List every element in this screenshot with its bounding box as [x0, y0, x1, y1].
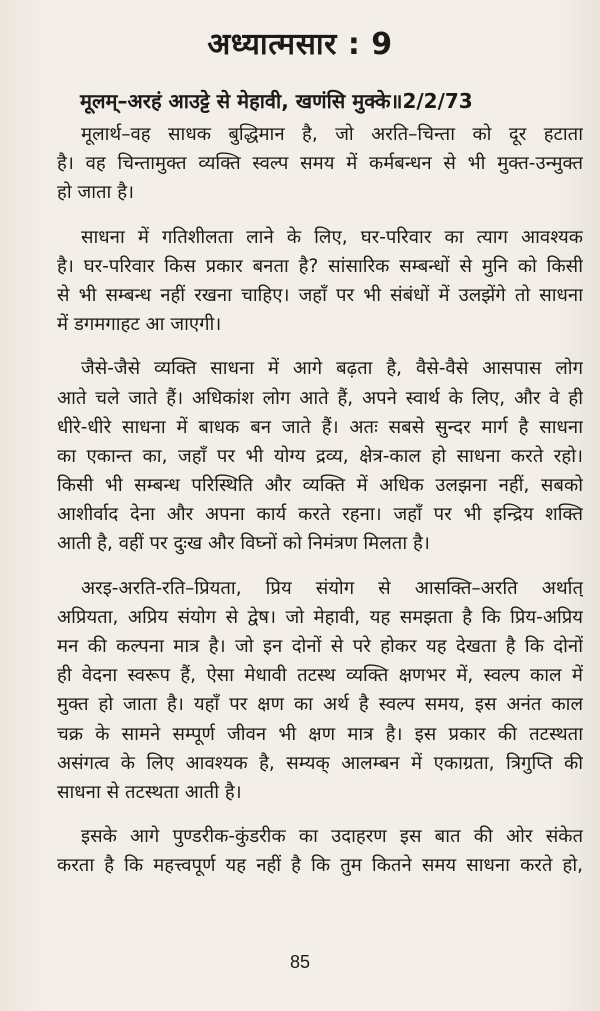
- text-line: मन की कल्पना मात्र है। जो इन दोनों से परे होकर यह देखता है कि दोनों: [57, 636, 583, 657]
- paragraph: [57, 574, 583, 808]
- body-text: [57, 120, 583, 881]
- text-line: साधना में गतिशीलता लाने के लिए, घर-परिवार का त्याग आवश्यक: [81, 226, 583, 248]
- verse-heading: मूलम्–अरहं आउट्टे से मेहावी, खणंसि मुक्के॥2/2/73: [80, 89, 473, 113]
- text-line: हो जाता है।: [57, 182, 135, 204]
- text-line: किसी भी सम्बन्ध परिस्थिति और व्यक्ति में अधिक उलझना नहीं, सबको: [57, 475, 583, 497]
- text-line: का एकान्त का, जहाँ पर भी योग्य द्रव्य, क्षेत्र-काल हो साधना करते रहो।: [57, 445, 583, 467]
- paragraph: [57, 120, 583, 208]
- text-line: करता है कि महत्त्वपूर्ण यह नहीं है कि तुम कितने समय साधना करते हो,: [57, 855, 583, 877]
- text-line: जैसे-जैसे व्यक्ति साधना में आगे बढ़ता है, वैसे-वैसे आसपास लोग: [81, 358, 583, 380]
- chapter-title: अध्यात्मसार : 9: [207, 27, 393, 62]
- paragraph: [57, 223, 583, 340]
- paragraph: [57, 354, 583, 558]
- text-line: आते चले जाते हैं। अधिकांश लोग आते हैं, अपने स्वार्थ के लिए, और वे ही: [57, 387, 583, 409]
- text-line: असंगत्व के लिए आवश्यक है, सम्यक् आलम्बन में एकाग्रता, त्रिगुप्ति की: [57, 752, 583, 774]
- text-line: में डगमगाहट आ जाएगी।: [57, 314, 222, 336]
- text-line: इसके आगे पुण्डरीक-कुंडरीक का उदाहरण इस बात की ओर संकेत: [81, 826, 583, 848]
- text-line: अप्रियता, अप्रिय संयोग से द्वेष। जो मेहावी, यह समझता है कि प्रिय-अप्रिय: [57, 606, 583, 628]
- text-line: है। घर-परिवार किस प्रकार बनता है? सांसारिक सम्बन्धों से मुनि को किसी: [57, 255, 583, 277]
- text-line: साधना से तटस्थता आती है।: [57, 781, 242, 803]
- text-line: से भी सम्बन्ध नहीं रखना चाहिए। जहाँ पर भी संबंधों में उलझेंगे तो साधना: [57, 284, 583, 306]
- text-line: आशीर्वाद देना और अपना कार्य करते रहना। जहाँ पर भी इन्द्रिय शक्ति: [57, 504, 583, 526]
- page-number: 85: [289, 952, 311, 972]
- text-line: है। वह चिन्तामुक्त व्यक्ति स्वल्प समय में कर्मबन्धन से भी मुक्त-उन्मुक्त: [57, 153, 583, 175]
- text-line: मूलार्थ–वह साधक बुद्धिमान है, जो अरति–चिन्ता को दूर हटाता: [81, 124, 583, 145]
- text-line: अरइ-अरति-रति–प्रियता, प्रिय संयोग से आसक्ति–अरति अर्थात्: [81, 577, 583, 599]
- text-line: आती है, वहीं पर दुःख और विघ्नों को निमंत्रण मिलता है।: [57, 533, 430, 555]
- text-line: मुक्त हो जाता है। यहाँ पर क्षण का अर्थ है स्वल्प समय, इस अनंत काल: [57, 694, 583, 716]
- text-line: ही वेदना स्वरूप हैं, ऐसा मेधावी तटस्थ व्यक्ति क्षणभर में, स्वल्प काल में: [57, 665, 583, 687]
- text-line: धीरे-धीरे साधना में बाधक बन जाते हैं। अतः सबसे सुन्दर मार्ग है साधना: [57, 416, 583, 438]
- text-line: चक्र के सामने सम्पूर्ण जीवन भी क्षण मात्र है। इस प्रकार की तटस्थता: [57, 723, 583, 745]
- paragraph: [57, 822, 583, 880]
